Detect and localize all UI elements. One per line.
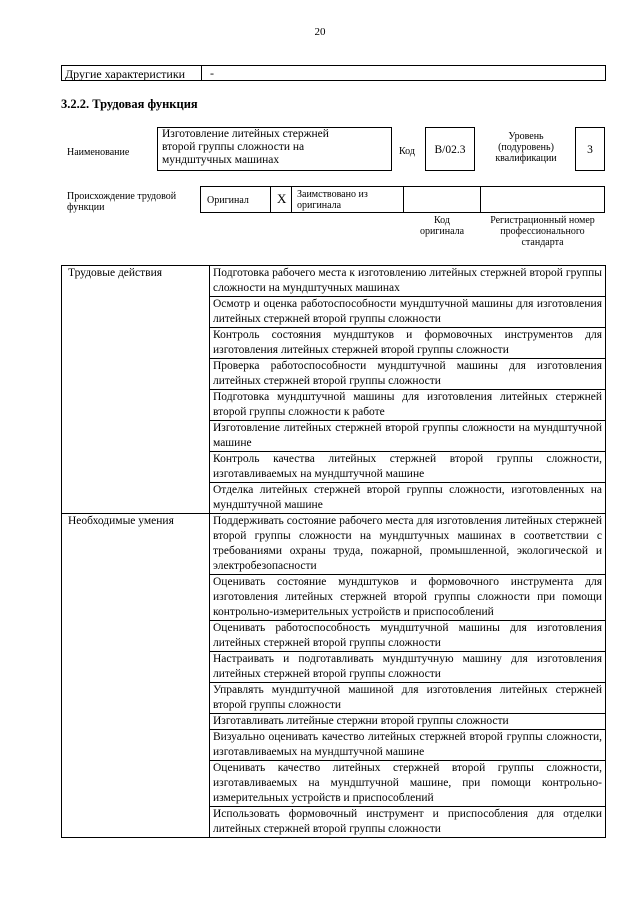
required-skill-item: Использовать формовочный инструмент и приспособления для отделки литейных стержней второй группы сложности (210, 807, 606, 838)
required-skills-header: Необходимые умения (62, 514, 210, 838)
labor-action-item: Контроль качества литейных стержней второй группы сложности, изготавливаемых на мундштучной машине (210, 452, 606, 483)
required-skill-item: Оценивать качество литейных стержней второй группы сложности, изготавливаемых на мундштучной машине, при помощи контрольно-измерительных устройств и приспособлений (210, 761, 606, 807)
required-skill-item: Оценивать состояние мундштуков и формовочного инструмента для изготовления литейных стержней второй группы сложности при помощи контрольно-измерительных устройств и приспособлений (210, 575, 606, 621)
origin-borrowed-cell (291, 186, 404, 213)
qualification-level-label (489, 131, 563, 164)
page-number: 20 (314, 26, 326, 38)
origin-code-cell (403, 186, 481, 213)
origin-label (67, 191, 197, 213)
qualification-level-label-line: квалификации (495, 153, 557, 164)
other-characteristics-value: - (210, 66, 214, 80)
origin-borrowed-line: Заимствовано из (297, 189, 368, 200)
required-skill-item: Управлять мундштучной машиной для изготовления литейных стержней второй группы сложности (210, 683, 606, 714)
origin-mark-cell (270, 186, 292, 213)
origin-reg-caption (480, 215, 605, 248)
labor-action-item: Проверка работоспособности мундштучной машины для изготовления литейных стержней второй группы сложности (210, 359, 606, 390)
function-name-box (157, 127, 392, 171)
section-title: 3.2.2. Трудовая функция (61, 97, 198, 111)
origin-reg-cell (480, 186, 605, 213)
origin-reg-caption-line: Регистрационный номер (490, 215, 595, 226)
labor-action-item: Изготовление литейных стержней второй группы сложности на мундштучной машине (210, 421, 606, 452)
other-characteristics-row (61, 65, 606, 81)
code-label: Код (399, 146, 415, 157)
origin-code-caption (403, 215, 481, 237)
name-label: Наименование (67, 147, 130, 158)
divider (201, 66, 202, 80)
origin-label-line: функции (67, 202, 105, 213)
table-row (62, 514, 606, 575)
labor-function-table (61, 265, 606, 838)
labor-actions-header: Трудовые действия (62, 266, 210, 514)
other-characteristics-label: Другие характеристики (65, 67, 186, 81)
origin-mark: X (277, 191, 287, 206)
origin-code-caption-line: Код (434, 215, 450, 226)
origin-borrowed-line: оригинала (297, 200, 342, 211)
labor-action-item: Подготовка мундштучной машины для изготовления литейных стержней второй группы сложности к работе (210, 390, 606, 421)
function-name-line: второй группы сложности на (162, 141, 305, 153)
function-name-line: Изготовление литейных стержней (162, 128, 329, 140)
function-code: B/02.3 (425, 127, 475, 171)
table-row (62, 266, 606, 297)
origin-row (200, 186, 605, 213)
qualification-level-label-line: Уровень (508, 131, 544, 142)
required-skill-item: Поддерживать состояние рабочего места для изготовления литейных стержней второй группы сложности на мундштучных машинах в соответствии с требованиями охраны труда, пожарной, промышленной, экологической и электробезопасности (210, 514, 606, 575)
required-skill-item: Визуально оценивать качество литейных стержней второй группы сложности, изготавливаемых на мундштучной машине (210, 730, 606, 761)
labor-action-item: Осмотр и оценка работоспособности мундштучной машины для изготовления литейных стержней второй группы сложности (210, 297, 606, 328)
origin-original-cell (200, 186, 271, 213)
labor-action-item: Подготовка рабочего места к изготовлению литейных стержней второй группы сложности на мундштучных машинах (210, 266, 606, 297)
origin-code-caption-line: оригинала (419, 226, 465, 237)
origin-original-label: Оригинал (207, 195, 249, 206)
origin-reg-caption-line: профессионального (500, 226, 585, 237)
labor-action-item: Отделка литейных стержней второй группы сложности, изготовленных на мундштучной машине (210, 483, 606, 514)
required-skill-item: Изготавливать литейные стержни второй группы сложности (210, 714, 606, 730)
function-name-line: мундштучных машинах (162, 154, 280, 166)
qualification-level: 3 (575, 127, 605, 171)
required-skill-item: Настраивать и подготавливать мундштучную машину для изготовления литейных стержней второй группы сложности (210, 652, 606, 683)
required-skill-item: Оценивать работоспособность мундштучной машины для изготовления литейных стержней второй группы сложности (210, 621, 606, 652)
qualification-level-label-line: (подуровень) (498, 142, 554, 153)
origin-reg-caption-line: стандарта (521, 237, 564, 248)
origin-label-line: Происхождение трудовой (67, 191, 177, 202)
labor-action-item: Контроль состояния мундштуков и формовочных инструментов для изготовления литейных стержней второй группы сложности (210, 328, 606, 359)
